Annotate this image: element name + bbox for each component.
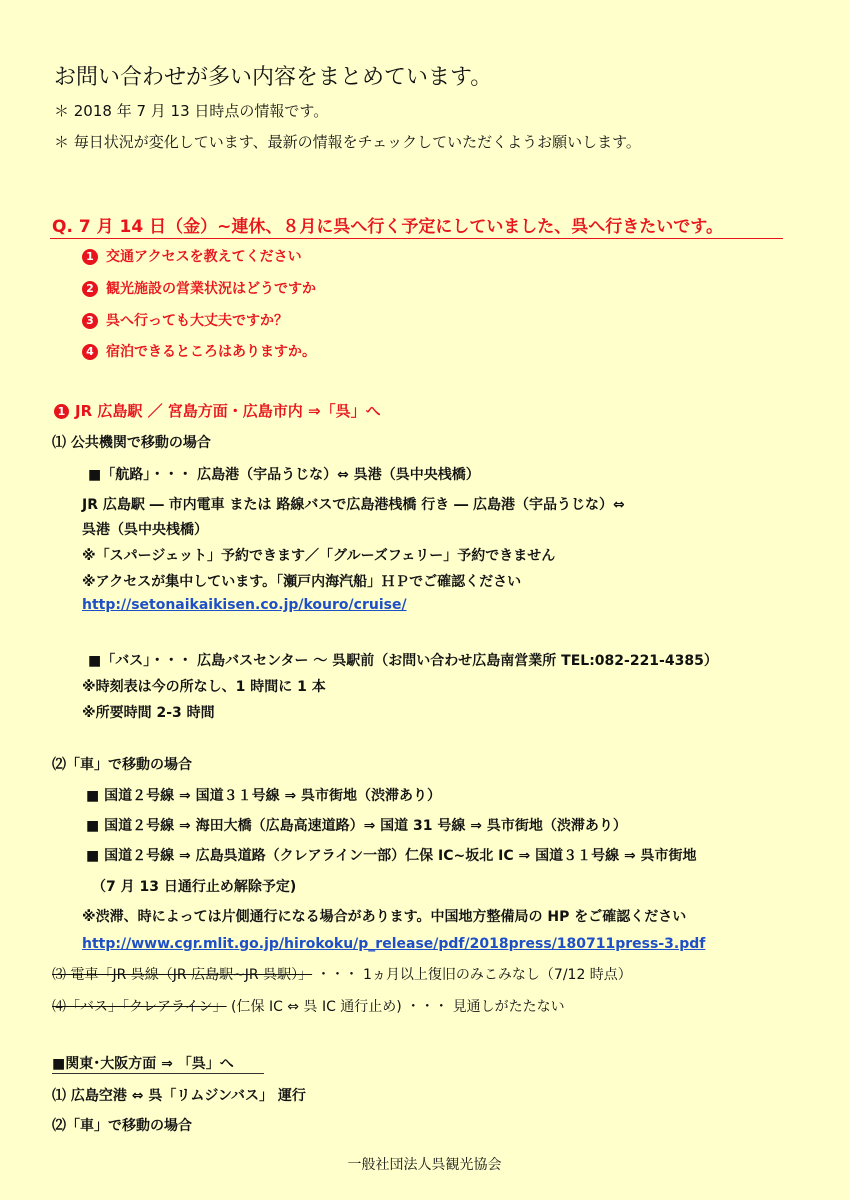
bus-clairline-struck: ⑷「バス」「クレアライン」 [52, 999, 227, 1015]
question-heading: Q. 7 月 14 日（金）~連休、８月に呉へ行く予定にしていました、呉へ行きたいです。 [52, 217, 723, 237]
car-route: ■ 国道２号線 ⇒ 国道３１号線 ⇒ 呉市街地（渋滞あり） [86, 788, 442, 804]
bus-route-note: ※時刻表は今の所なし、1 時間に 1 本 [82, 679, 326, 695]
sea-route-detail-cont: 呉港（呉中央桟橋） [82, 522, 208, 538]
train-status: ⑶ 電車「JR 呉線（JR 広島駅~JR 呉駅）」 ・・・ 1ヵ月以上復旧のみこみなし（7/12 時点） [52, 967, 632, 983]
footer-organization: 一般社団法人呉観光協会 [347, 1157, 502, 1173]
question-item-label: 観光施設の営業状況はどうですか [106, 281, 316, 297]
page-title: お問い合わせが多い内容をまとめています。 [54, 65, 493, 90]
train-status-struck: ⑶ 電車「JR 呉線（JR 広島駅~JR 呉駅）」 [52, 967, 313, 983]
section2-underline [52, 1073, 264, 1074]
question-item-facilities [82, 278, 316, 298]
update-note: ＊ 毎日状況が変化しています、最新の情報をチェックしていただくようお願いします。 [54, 133, 641, 151]
section1-heading: 1 JR 広島駅 ／ 宮島方面・広島市内 ⇒「呉」へ [54, 400, 381, 421]
car-route: ■ 国道２号線 ⇒ 広島呉道路（クレアライン一部）仁保 IC~坂北 IC ⇒ 国道３１号線 ⇒ 呉市街地 [86, 848, 697, 864]
number-2-icon: 2 [82, 281, 98, 297]
public-transport-heading: ⑴ 公共機関で移動の場合 [52, 435, 211, 451]
airport-limousine: ⑴ 広島空港 ⇔ 呉「リムジンバス」 運行 [52, 1088, 306, 1104]
number-1-icon: 1 [54, 404, 69, 419]
sea-route-detail: JR 広島駅 ― 市内電車 または 路線バスで広島港桟橋 行き ― 広島港（宇品うじな）⇔ [82, 497, 625, 513]
cgr-mlit-link[interactable]: http://www.cgr.mlit.go.jp/hirokoku/p_release/pdf/2018press/180711press-3.pdf [82, 936, 706, 952]
bus-route-note: ※所要時間 2-3 時間 [82, 705, 215, 721]
setonaikaikisen-link[interactable]: http://setonaikaikisen.co.jp/kouro/cruise/ [82, 597, 407, 613]
number-3-icon: 3 [82, 313, 98, 329]
car-route: ■ 国道２号線 ⇒ 海田大橋（広島高速道路）⇒ 国道 31 号線 ⇒ 呉市街地（渋滞あり） [86, 818, 627, 834]
number-4-icon: 4 [82, 344, 98, 360]
car-heading: ⑵「車」で移動の場合 [52, 757, 192, 773]
car-route-note: （7 月 13 日通行止め解除予定) [92, 879, 297, 895]
sea-route-note: ※アクセスが集中しています。「瀬戸内海汽船」ＨＰでご確認ください [82, 574, 522, 590]
number-1-icon: 1 [82, 249, 98, 265]
question-item-safety [82, 310, 288, 330]
question-underline [50, 238, 783, 239]
car-heading-2: ⑵「車」で移動の場合 [52, 1118, 192, 1134]
question-item-lodging [82, 341, 316, 361]
sea-route-note: ※「スパージェット」予約できます／「グルーズフェリー」予約できません [82, 548, 556, 564]
question-item-label: 交通アクセスを教えてください [106, 249, 302, 265]
question-item-label: 呉へ行っても大丈夫ですか？ [106, 313, 288, 329]
bus-clairline-status: ⑷「バス」「クレアライン」 (仁保 IC ⇔ 呉 IC 通行止め) ・・・ 見通しがたたない [52, 999, 565, 1015]
sea-route: ■「航路」・・・ 広島港（宇品うじな）⇔ 呉港（呉中央桟橋） [88, 467, 480, 483]
question-item-label: 宿泊できるところはありますか。 [106, 344, 316, 360]
date-note: ＊ 2018 年 7 月 13 日時点の情報です。 [54, 102, 329, 120]
question-item-access [82, 246, 302, 266]
car-note: ※渋滞、時によっては片側通行になる場合があります。中国地方整備局の HP をご確認ください [82, 909, 687, 925]
section2-heading: ■関東･大阪方面 ⇒ 「呉」へ [52, 1056, 234, 1072]
bus-route: ■「バス」・・・ 広島バスセンター ～ 呉駅前（お問い合わせ広島南営業所 TEL:082-221-4385） [88, 653, 718, 669]
